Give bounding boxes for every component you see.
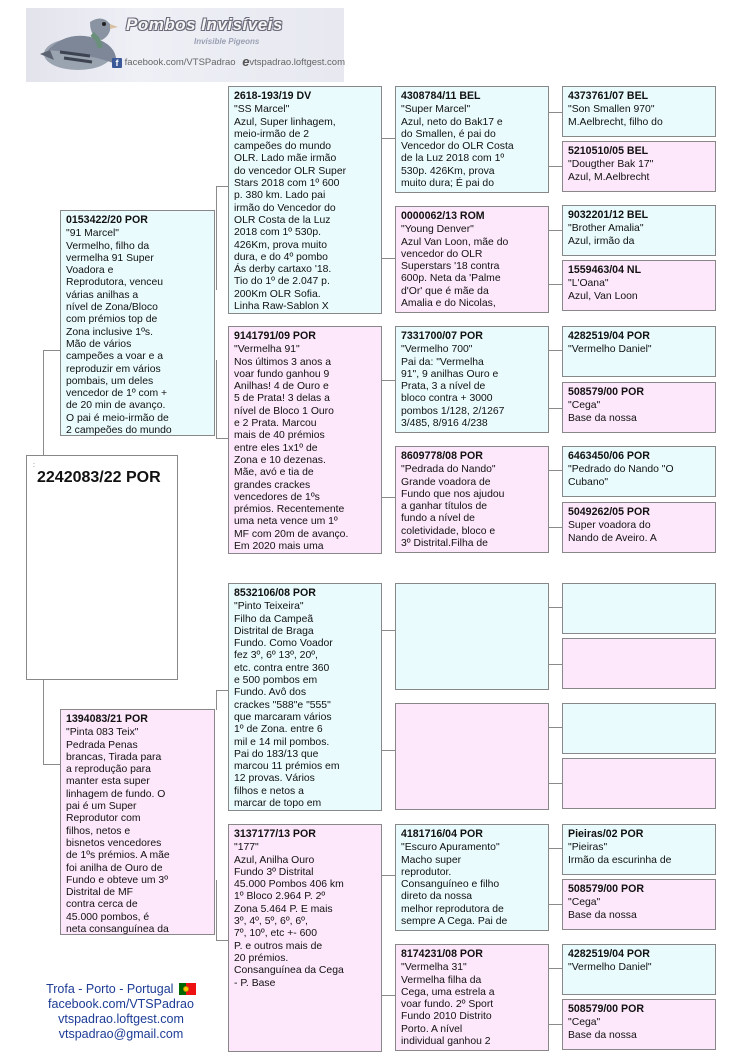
connector-line: [381, 258, 395, 259]
pigeon-name: "Pedrado do Nando "O Cubano": [568, 464, 674, 488]
pigeon-name: "Cega": [568, 400, 601, 412]
connector-line: [43, 764, 60, 765]
connector-line: [548, 1024, 562, 1025]
great-grandparent-card[interactable]: [395, 944, 549, 1051]
banner-title: Pombos Invisíveis: [126, 15, 283, 34]
pigeon-description: Azul, Super linhagem, meio-irmão de 2 campeões do mundo OLR. Lado mãe irmão do vencedor OLR Super Stars 2018 com 1º 600 p. 380 km. Lado pai irmão do Vencedor do OLR Costa de la Luz 2018 com 1º 530p. 426Km, prova muito dura, e do 4º pombo Ás derby cartaxo '18. Tio do 1º de 2.047 p. 200Km OLR Sofia. Linha Raw-Sablon X: [234, 116, 347, 313]
ring-number: 508579/00 POR: [568, 386, 644, 398]
ancestor-card[interactable]: [562, 260, 716, 311]
pigeon-description: Vermelho, filho da vermelha 91 Super Voadora e Reprodutora, venceu várias anilhas a nível de Zona/Bloco com prémios top de Zona inclusive 1ºs. Mão de vários campeões a voar e a reproduzir em vários pombais, um deles vencedor de 1º com + de 20 min de avanço. O pai é meio-irmão de 2 campeões do mundo: [66, 240, 172, 436]
ring-number: 4282519/04 POR: [568, 948, 650, 960]
ancestor-card[interactable]: [562, 86, 716, 137]
ring-number: 9141791/09 POR: [234, 330, 316, 342]
connector-line: [216, 880, 217, 940]
pigeon-name: "L'Oana": [568, 278, 609, 290]
pigeon-name: "Dougther Bak 17": [568, 159, 654, 171]
connector-line: [43, 350, 60, 351]
pigeon-description: Base da nossa: [568, 909, 637, 921]
pigeon-name: "Escuro Apuramento": [401, 842, 500, 854]
ancestor-card[interactable]: [562, 446, 716, 497]
footer-email[interactable]: vtspadrao@gmail.com: [58, 1027, 184, 1041]
ring-number: 2618-193/19 DV: [234, 90, 312, 102]
ancestor-card[interactable]: [562, 382, 716, 433]
ring-number: 8532106/08 POR: [234, 587, 316, 599]
pigeon-description: Macho super reprodutor. Consanguíneo e filho direto da nossa melhor reprodutora de sempre A Cega. Pai de: [401, 854, 508, 928]
banner-social: [112, 54, 345, 69]
pigeon-name: "91 Marcel": [66, 228, 119, 240]
pigeon-description: Base da nossa: [568, 412, 637, 424]
connector-line: [381, 995, 395, 996]
ring-number: 1394083/21 POR: [66, 713, 148, 725]
connector-line: [381, 875, 395, 876]
pigeon-name: "Vermelho Daniel": [568, 344, 652, 356]
pigeon-name: "Vermelho Daniel": [568, 962, 652, 974]
ring-number: 4282519/04 POR: [568, 330, 650, 342]
footer-website[interactable]: vtspadrao.loftgest.com: [58, 1012, 184, 1026]
great-grandparent-card[interactable]: [395, 86, 549, 193]
ring-number: 0000062/13 ROM: [401, 210, 485, 222]
pigeon-description: Grande voadora de Fundo que nos ajudou a ganhar títulos de fundo a nível de coletividade, bloco e 3º Distrital.Filha de: [401, 476, 505, 550]
great-grandparent-card[interactable]: [395, 583, 549, 690]
ring-number: 5049262/05 POR: [568, 506, 650, 518]
pigeon-description: Base da nossa: [568, 1029, 637, 1041]
ring-number: 3137177/13 POR: [234, 828, 316, 840]
pigeon-description: Vermelha filha da Cega, uma estrela a voar fundo. 2º Sport Fundo 2010 Distrito Porto. A nível individual ganhou 2: [401, 974, 495, 1048]
pigeon-name: "Cega": [568, 1017, 601, 1029]
pigeon-name: "Son Smallen 970": [568, 104, 655, 116]
connector-line: [548, 904, 562, 905]
banner-facebook[interactable]: facebook.com/VTSPadrao: [124, 57, 236, 68]
pigeon-description: Azul, Van Loon: [568, 290, 638, 302]
granddam-card[interactable]: [228, 824, 382, 1052]
connector-line: [216, 690, 228, 691]
connector-line: [548, 112, 562, 113]
pigeon-name: "Vermelha 31": [401, 962, 467, 974]
ancestor-card[interactable]: [562, 205, 716, 256]
footer-location-line: [26, 982, 216, 997]
ancestor-card[interactable]: [562, 326, 716, 377]
ancestor-card[interactable]: [562, 879, 716, 930]
ring-number: 7331700/07 POR: [401, 330, 483, 342]
ancestor-card[interactable]: [562, 141, 716, 192]
connector-line: [216, 186, 228, 187]
footer-location: Trofa - Porto - Portugal: [46, 982, 174, 996]
ancestor-card[interactable]: [562, 703, 716, 754]
connector-line: [216, 360, 217, 438]
ancestor-card[interactable]: [562, 758, 716, 809]
great-grandparent-card[interactable]: [395, 326, 549, 433]
footer-contact: [26, 982, 216, 1042]
connector-line: [381, 138, 395, 139]
ancestor-card[interactable]: [562, 638, 716, 689]
ancestor-card[interactable]: [562, 944, 716, 995]
pigeon-description: Azul, M.Aelbrecht: [568, 171, 650, 183]
pigeon-description: Azul, irmão da: [568, 235, 635, 247]
ring-number: 508579/00 POR: [568, 1003, 644, 1015]
connector-line: [548, 470, 562, 471]
ring-number: Pieiras/02 POR: [568, 828, 644, 840]
pigeon-description: Irmão da escurinha de: [568, 854, 672, 866]
subject-card[interactable]: [26, 455, 178, 680]
pigeon-description: Azul, neto do Bak17 e do Smallen, é pai do Vencedor do OLR Costa de la Luz 2018 com 1º 530p. 426Km, prova muito dura; É pai do: [401, 116, 514, 190]
ring-number: 6463450/06 POR: [568, 450, 650, 462]
ancestor-card[interactable]: [562, 583, 716, 634]
pigeon-description: Pai da: "Vermelha 91", 9 anilhas Ouro e Prata, 3 a nível de bloco contra + 3000 pombos 1/128, 2/1267 3/485, 8/916 4/238: [401, 356, 505, 430]
connector-line: [381, 630, 395, 631]
pigeon-description: Super voadora do Nando de Aveiro. A: [568, 520, 657, 544]
subject-mark: :: [33, 462, 35, 469]
connector-line: [43, 680, 44, 764]
great-grandparent-card[interactable]: [395, 703, 549, 810]
pigeon-name: "Pieiras": [568, 842, 608, 854]
connector-line: [548, 408, 562, 409]
pigeon-name: "177": [234, 842, 259, 854]
connector-line: [548, 284, 562, 285]
footer-facebook[interactable]: facebook.com/VTSPadrao: [48, 997, 194, 1011]
ring-number: 4308784/11 BEL: [401, 90, 481, 102]
connector-line: [548, 350, 562, 351]
pigeon-name: "Brother Amalia": [568, 223, 644, 235]
connector-line: [548, 607, 562, 608]
pigeon-description: Azul, Anilha Ouro Fundo 3º Distrital 45.000 Pombos 406 km 1º Bloco 2.964 P. 2º Zona 5.464 P. E mais 3º, 4º, 5º, 6º, 6º, 7º, 10º, etc +- 600 P. e outros mais de 20 prémios. Consanguínea da Cega - P. Base: [234, 854, 344, 989]
connector-line: [381, 497, 395, 498]
connector-line: [548, 166, 562, 167]
connector-line: [381, 380, 395, 381]
ring-number: 4373761/07 BEL: [568, 90, 649, 102]
connector-line: [216, 438, 228, 439]
grandsire-card[interactable]: [228, 583, 382, 811]
great-grandparent-card[interactable]: [395, 446, 549, 553]
connector-line: [548, 230, 562, 231]
pigeon-name: "Vermelha 91": [234, 344, 300, 356]
ring-number: 8609778/08 POR: [401, 450, 483, 462]
ring-number: 9032201/12 BEL: [568, 209, 649, 221]
great-grandparent-card[interactable]: [395, 824, 549, 931]
pigeon-description: Filho da Campeã Distrital de Braga Fundo. Como Voador fez 3º, 6º 13º, 20º, etc. contra entre 360 e 500 pombos em Fundo. Avô dos crackes "588"e "555" que marcaram vários 1º de Zona. entre 6 mil e 14 mil pombos. Pai do 183/13 que marcou 11 prémios em 12 provas. Vários filhos e netos a marcar de topo em: [234, 613, 340, 810]
sire-card[interactable]: [60, 210, 215, 436]
connector-line: [548, 783, 562, 784]
pigeon-name: "SS Marcel": [234, 104, 290, 116]
banner-website[interactable]: vtspadrao.loftgest.com: [249, 57, 345, 68]
connector-line: [548, 527, 562, 528]
ring-number: 1559463/04 NL: [568, 264, 642, 276]
pigeon-name: "Pedrada do Nando": [401, 464, 496, 476]
great-grandparent-card[interactable]: [395, 206, 549, 313]
e-icon: e: [242, 54, 250, 69]
connector-line: [216, 186, 217, 290]
ring-number: 508579/00 POR: [568, 883, 644, 895]
granddam-card[interactable]: [228, 326, 382, 554]
pigeon-description: Azul Van Loon, mãe do vencedor do OLR Superstars '18 contra 600p. Neta da 'Palme d'Or' que é mãe da Amalia e do Nicolas,: [401, 236, 509, 310]
ring-number: 0153422/20 POR: [66, 214, 148, 226]
banner-subtitle: Invisible Pigeons: [194, 37, 260, 46]
pigeon-name: "Cega": [568, 897, 601, 909]
ring-number: 5210510/05 BEL: [568, 145, 649, 157]
connector-line: [548, 968, 562, 969]
pigeon-description: Pedrada Penas brancas, Tirada para a reprodução para manter esta super linhagem de fundo. O pai é um Super Reprodutor com filhos, netos e bisnetos vencedores de 1ºs prémios. A mãe foi anilha de Ouro de Fundo e obteve um 3º Distrital de MF contra cerca de 45.000 pombos, é neta consanguínea da: [66, 739, 170, 935]
ring-number: 8174231/08 POR: [401, 948, 483, 960]
connector-line: [216, 940, 228, 941]
connector-line: [548, 664, 562, 665]
connector-line: [43, 350, 44, 456]
connector-line: [548, 727, 562, 728]
pigeon-name: "Super Marcel": [401, 104, 471, 116]
ring-number: 4181716/04 POR: [401, 828, 483, 840]
ancestor-card[interactable]: [562, 824, 716, 875]
connector-line: [381, 750, 395, 751]
grandsire-card[interactable]: [228, 86, 382, 314]
portugal-flag-icon: [179, 983, 196, 995]
connector-line: [216, 690, 217, 710]
header-banner: [26, 8, 344, 82]
pigeon-name: "Pinta 083 Teix": [66, 727, 139, 739]
facebook-icon: f: [112, 58, 122, 68]
pigeon-logo-icon: [30, 10, 122, 80]
ancestor-card[interactable]: [562, 999, 716, 1050]
pigeon-description: M.Aelbrecht, filho do: [568, 116, 663, 128]
pigeon-name: "Young Denver": [401, 224, 474, 236]
pigeon-name: "Vermelho 700": [401, 344, 473, 356]
dam-card[interactable]: [60, 709, 215, 935]
connector-line: [548, 848, 562, 849]
subject-ring: 2242083/22 POR: [37, 469, 161, 486]
pigeon-name: "Pinto Teixeira": [234, 601, 304, 613]
ancestor-card[interactable]: [562, 502, 716, 553]
pigeon-description: Nos últimos 3 anos a voar fundo ganhou 9 Anilhas! 4 de Ouro e 5 de Prata! 3 delas a nível de Bloco 1 Ouro e 2 Prata. Marcou mais de 40 prémios entre eles 1x1º de Zona e 10 dezenas. Mãe, avó e tia de grandes crackes vencedores de 1ºs prémios. Recentemente uma neta vence um 1º MF com 20m de avanço. Em 2020 mais uma: [234, 356, 349, 553]
